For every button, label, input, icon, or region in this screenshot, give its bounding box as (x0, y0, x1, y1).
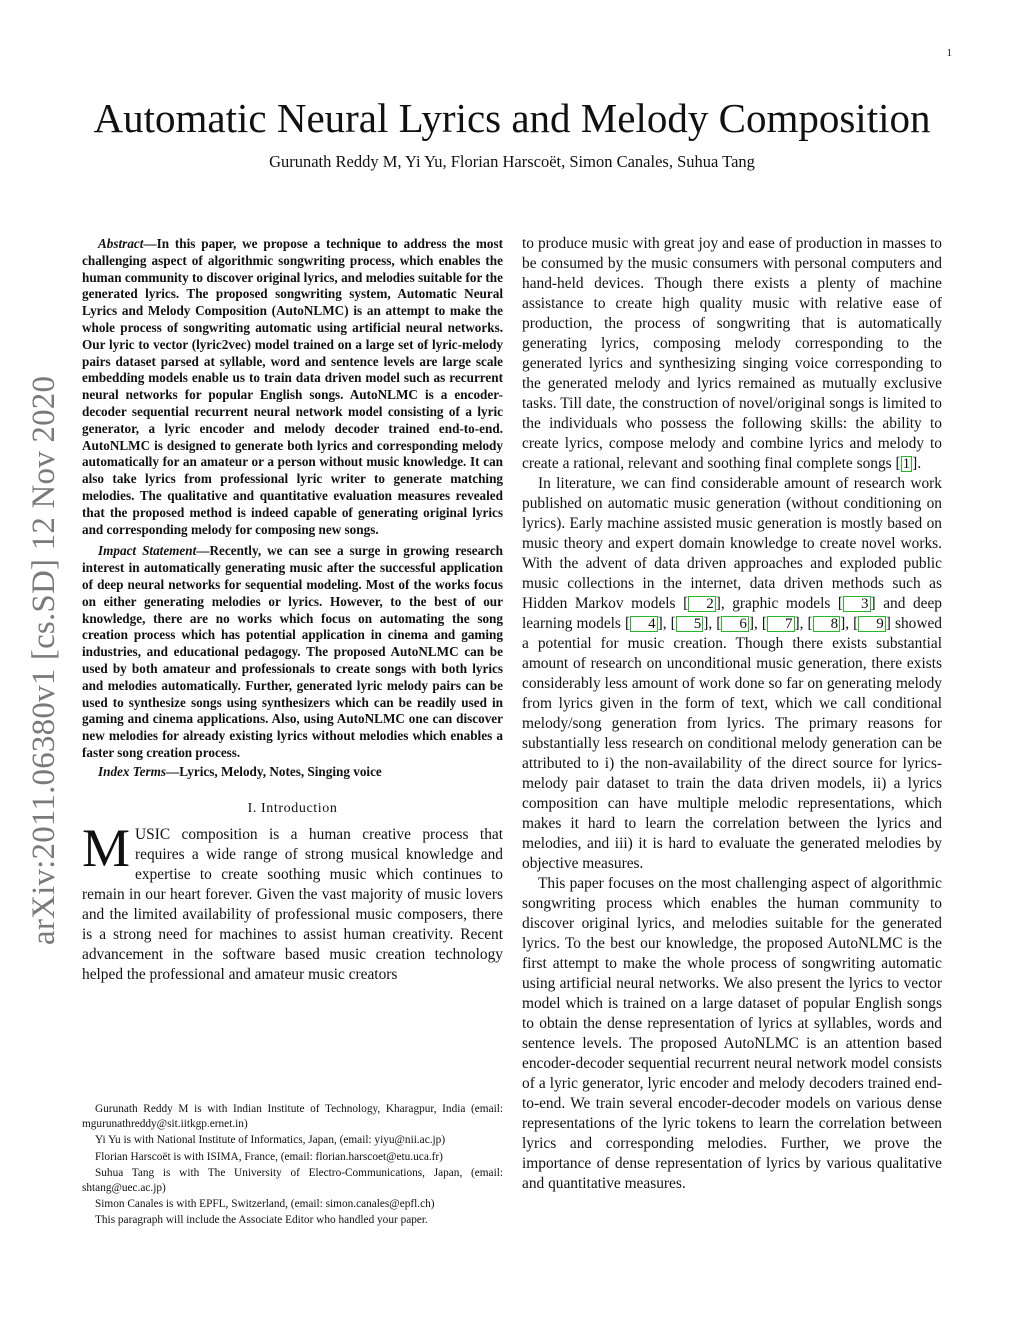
impact-statement (82, 543, 503, 761)
author-list: Gurunath Reddy M, Yi Yu, Florian Harscoët, Simon Canales, Suhua Tang (269, 152, 755, 171)
arxiv-identifier-stamp: arXiv:2011.06380v1 [cs.SD] 12 Nov 2020 (26, 375, 62, 945)
left-column (82, 236, 503, 985)
footnote: Yi Yu is with National Institute of Informatics, Japan, (email: yiyu@nii.ac.jp) (95, 1134, 446, 1147)
body-text: In literature, we can find considerable amount of research work published on automatic music generation (without conditioning on lyrics). Early machine assisted music generation is mostly based on music theory and expert domain knowledge to create novel works. With the advent of data driven approaches and exploded public music collections in the internet, data driven methods such as Hidden Markov models (522, 475, 942, 612)
citation-link[interactable]: 8 (813, 616, 841, 632)
body-paragraph: In literature, we can find considerable amount of research work published on automatic music generation (without conditioning on lyrics). Early machine assisted music generation is mostly based on music theory and expert domain knowledge to create novel works. With the advent of data driven approaches and exploded public music collections in the internet, data driven methods such as Hidden Markov models [ 2 ], graphic models [ 3 ] and deep learning models [ 4 ], [ 5 ], [ 6 ], [ 7 ], [ 8 ], [ 9 ] showed a potential for music creation. Though there exists substantial amount of research on unconditional music generation, there exists considerably less amount of work done so far on generating melody from lyrics given in the form of text, which we call conditional melody/song generation from lyrics. The primary reasons for substantially less research on conditional melody generation can be attributed to i) the non-availability of the direct source for lyrics-melody pair dataset to train the data driven models, ii) a lyrics composition can have multiple melodic representations, which makes it hard to learn the correlation between the lyrics and melodies, and iii) it is hard to evaluate the generated melodies by objective measures. (522, 475, 942, 872)
citation-link[interactable]: 9 (858, 616, 886, 632)
drop-cap: M (82, 817, 131, 878)
citation-link[interactable]: 5 (676, 616, 704, 632)
footnote: Suhua Tang is with The University of Electro-Communications, Japan, (email: shtang@uec.ac.jp) (82, 1166, 503, 1195)
body-paragraph: to produce music with great joy and ease of production in masses to be consumed by the music consumers with personal computers and hand-held devices. Though there exists a plenty of machine assistance to create high quality music with relative ease of production, the process of songwriting that is automatically generating lyrics, composing melody corresponding to the generated lyrics and synthesizing singing voice corresponding to the generated melody and lyrics remained as mutually exclusive tasks. Till date, the construction of novel/original songs is limited to the individuals who possess the following skills: the ability to create lyrics, compose melody and combine lyrics and melody to create a rational, relevant and soothing final complete songs [ 1 ]. (522, 235, 942, 472)
right-column (522, 234, 942, 1194)
abstract-label: Abstract (98, 236, 144, 251)
abstract (82, 236, 503, 538)
body-text: showed a potential for music creation. Though there exists substantial amount of research on unconditional music generation, there exists considerably less amount of work done so far on generating melody from lyrics given in the form of text, which we call conditional melody/song generation from lyrics. The primary reasons for substantially less research on conditional melody generation can be attributed to i) the non-availability of the direct source for lyrics-melody pair dataset to train the data driven models, ii) a lyrics composition can have multiple melodic representations, which makes it hard to learn the correlation between the lyrics and melodies, and iii) it is hard to evaluate the generated melodies by objective measures. (522, 615, 942, 872)
introduction-paragraph (82, 817, 503, 985)
section-heading-introduction: I. Introduction (247, 800, 338, 816)
impact-statement-text: —Recently, we can see a surge in growing research interest in automatically generating music after the successful application of deep neural networks for sequential modeling. Most of the works focus on either generating melodies or lyrics. However, to the best of our knowledge, there are no works which focus on automating the song creation process which has potential application in cinema and gaming industries, and educational pedagogy. The proposed AutoNLMC can be used by both amateur and professionals to create songs with both lyrics and melodies automatically. Further, generated lyric melody pairs can be used to synthesize songs using synthesizers which can be readily used in gaming and cinema applications. Also, using AutoNLMC one can discover new melodies for already existing lyrics without melodies which enables a faster song creation process. (82, 543, 504, 760)
citation-link[interactable]: 3 (843, 596, 871, 612)
index-terms-label: Index Terms (98, 763, 167, 779)
citation-link[interactable]: 4 (630, 616, 658, 632)
introduction-text: USIC composition is a human creative process that requires a wide range of strong musical knowledge and expertise to create soothing music which continues to remain in our heart forever. Given the vast majority of music lovers and the limited availability of professional music composers, there is a strong need for machines to assist human creativity. Recent advancement in the software based music creation technology helped the professional and amateur music creators (82, 825, 503, 983)
body-text: to produce music with great joy and ease of production in masses to be consumed by the music consumers with personal computers and hand-held devices. Though there exists a plenty of machine assistance to create high quality music with relative ease of production, the process of songwriting that is automatically generating lyrics, composing melody corresponding to the generated lyrics and synthesizing singing voice corresponding to the generated melody and lyrics remained as mutually exclusive tasks. Till date, the construction of novel/original songs is limited to the individuals who possess the following skills: the ability to create lyrics, compose melody and combine lyrics and melody to create a rational, relevant and soothing final complete songs (522, 235, 942, 472)
body-text: , graphic models (720, 595, 838, 612)
body-text: . (917, 455, 922, 472)
footnote: Gurunath Reddy M is with Indian Institute of Technology, Kharagpur, India (email: mgurunathreddy@sit.iitkgp.ernet.in) (82, 1103, 503, 1131)
body-text: and deep learning models (522, 595, 942, 632)
footnote: Florian Harscoët is with ISIMA, France, (email: florian.harscoet@etu.uca.fr) (95, 1150, 443, 1163)
index-terms (82, 764, 503, 781)
paper-title: Automatic Neural Lyrics and Melody Composition (93, 95, 931, 141)
page-number: 1 (946, 47, 952, 59)
author-footnotes (82, 1102, 503, 1230)
abstract-text: —In this paper, we propose a technique to address the most challenging aspect of algorithmic songwriting process, which enables the human community to discover original lyrics, and melodies suitable for the generated lyrics. The proposed songwriting system, Automatic Neural Lyrics and Melody Composition (AutoNLMC) is an attempt to make the whole process of songwriting automatic using artificial neural networks. Our lyric to vector (lyric2vec) model trained on a large set of lyric-melody pairs dataset parsed at syllable, word and sentence levels are large scale embedding models enable us to train data driven model such as recurrent neural networks for popular English songs. AutoNLMC is a encoder-decoder sequential recurrent neural network model consisting of a lyric generator, a lyric encoder and melody decoder trained end-to-end. AutoNLMC is designed to generate both lyrics and corresponding melody automatically for an amateur or a person without music knowledge. It can also take lyrics from professional lyric writer to generate matching melodies. The qualitative and quantitative evaluation measures revealed that the proposed method is indeed capable of generating original lyrics and corresponding melody for composing new songs. (82, 236, 503, 537)
body-paragraph: This paper focuses on the most challenging aspect of algorithmic songwriting process which enables the human community to discover original lyrics, and melodies suitable for the generated lyrics. To the best our knowledge, the proposed AutoNLMC is the first attempt to make the whole process of songwriting automatic using artificial neural networks. We also present the lyrics to vector model which is trained on a large dataset of popular English songs to obtain the dense representation of lyrics at syllables, words and sentence levels. The proposed AutoNLMC is an attention based encoder-decoder sequential recurrent neural network model consists of a lyric generator, lyric encoder and melody decoders trained end-to-end. We train several encoder-decoder models on various dense representations of the lyric tokens to learn the correlation between lyrics and corresponding melodies. Further, we prove the importance of dense representation of lyrics by various qualitative and quantitative measures. (522, 875, 942, 1192)
citation-link[interactable]: 7 (767, 616, 795, 632)
index-terms-text: —Lyrics, Melody, Notes, Singing voice (166, 763, 382, 779)
footnote: This paragraph will include the Associate Editor who handled your paper. (95, 1214, 428, 1227)
citation-link[interactable]: 2 (688, 596, 716, 612)
footnote: Simon Canales is with EPFL, Switzerland, (email: simon.canales@epfl.ch) (95, 1198, 435, 1211)
citation-link[interactable]: 1 (902, 456, 911, 472)
citation-link[interactable]: 6 (721, 616, 749, 632)
impact-statement-label: Impact Statement (98, 543, 197, 559)
